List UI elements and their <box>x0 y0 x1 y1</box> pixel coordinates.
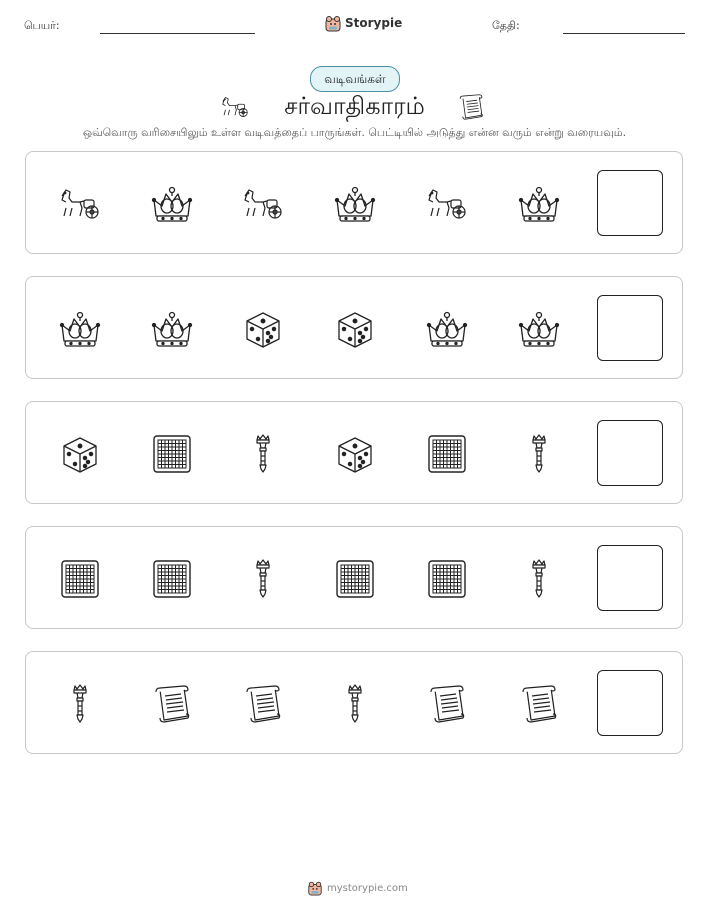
scroll-icon <box>517 682 561 726</box>
worksheet-header <box>0 14 709 38</box>
name-label: பெயர்: <box>24 19 60 32</box>
dice-icon <box>58 432 102 476</box>
scepter-icon <box>517 432 561 476</box>
crown-icon <box>150 182 194 226</box>
scroll-icon <box>425 682 469 726</box>
scepter-icon <box>241 432 285 476</box>
dice-icon <box>333 432 377 476</box>
pattern-row <box>25 151 683 254</box>
pattern-row <box>25 651 683 754</box>
date-line[interactable] <box>563 33 685 34</box>
crown-icon <box>150 307 194 351</box>
pattern-row <box>25 276 683 379</box>
date-label: தேதி: <box>492 19 520 32</box>
scroll-icon <box>456 92 486 122</box>
grid-board-icon <box>333 557 377 601</box>
storypie-logo-icon <box>324 14 342 32</box>
scroll-icon <box>241 682 285 726</box>
answer-box[interactable] <box>597 420 663 486</box>
scepter-icon <box>333 682 377 726</box>
page-title: சர்வாதிகாரம் <box>284 92 425 120</box>
scepter-icon <box>517 557 561 601</box>
grid-board-icon <box>425 557 469 601</box>
grid-board-icon <box>425 432 469 476</box>
topic-badge: வடிவங்கள் <box>310 66 400 92</box>
pattern-row <box>25 526 683 629</box>
footer-url: mystorypie.com <box>327 882 408 894</box>
storypie-logo-icon <box>307 880 323 896</box>
grid-board-icon <box>58 557 102 601</box>
grid-board-icon <box>150 432 194 476</box>
answer-box[interactable] <box>597 545 663 611</box>
title-row <box>0 90 709 122</box>
crown-icon <box>333 182 377 226</box>
pattern-row <box>25 401 683 504</box>
dice-icon <box>241 307 285 351</box>
scroll-icon <box>150 682 194 726</box>
crown-icon <box>425 307 469 351</box>
scepter-icon <box>241 557 285 601</box>
chariot-icon <box>58 182 102 226</box>
dice-icon <box>333 307 377 351</box>
crown-icon <box>517 307 561 351</box>
chariot-icon <box>241 182 285 226</box>
crown-icon <box>517 182 561 226</box>
brand-logo <box>324 14 402 32</box>
answer-box[interactable] <box>597 295 663 361</box>
grid-board-icon <box>150 557 194 601</box>
name-line[interactable] <box>100 33 255 34</box>
answer-box[interactable] <box>597 670 663 736</box>
answer-box[interactable] <box>597 170 663 236</box>
crown-icon <box>58 307 102 351</box>
chariot-icon <box>425 182 469 226</box>
footer <box>307 880 408 896</box>
brand-name: Storypie <box>345 16 403 30</box>
scepter-icon <box>58 682 102 726</box>
instructions: ஒவ்வொரு வரிசையிலும் உள்ள வடிவத்தைப் பாருங்கள். பெட்டியில் அடுத்து என்ன வரும் என்று வரையவும். <box>82 126 627 139</box>
